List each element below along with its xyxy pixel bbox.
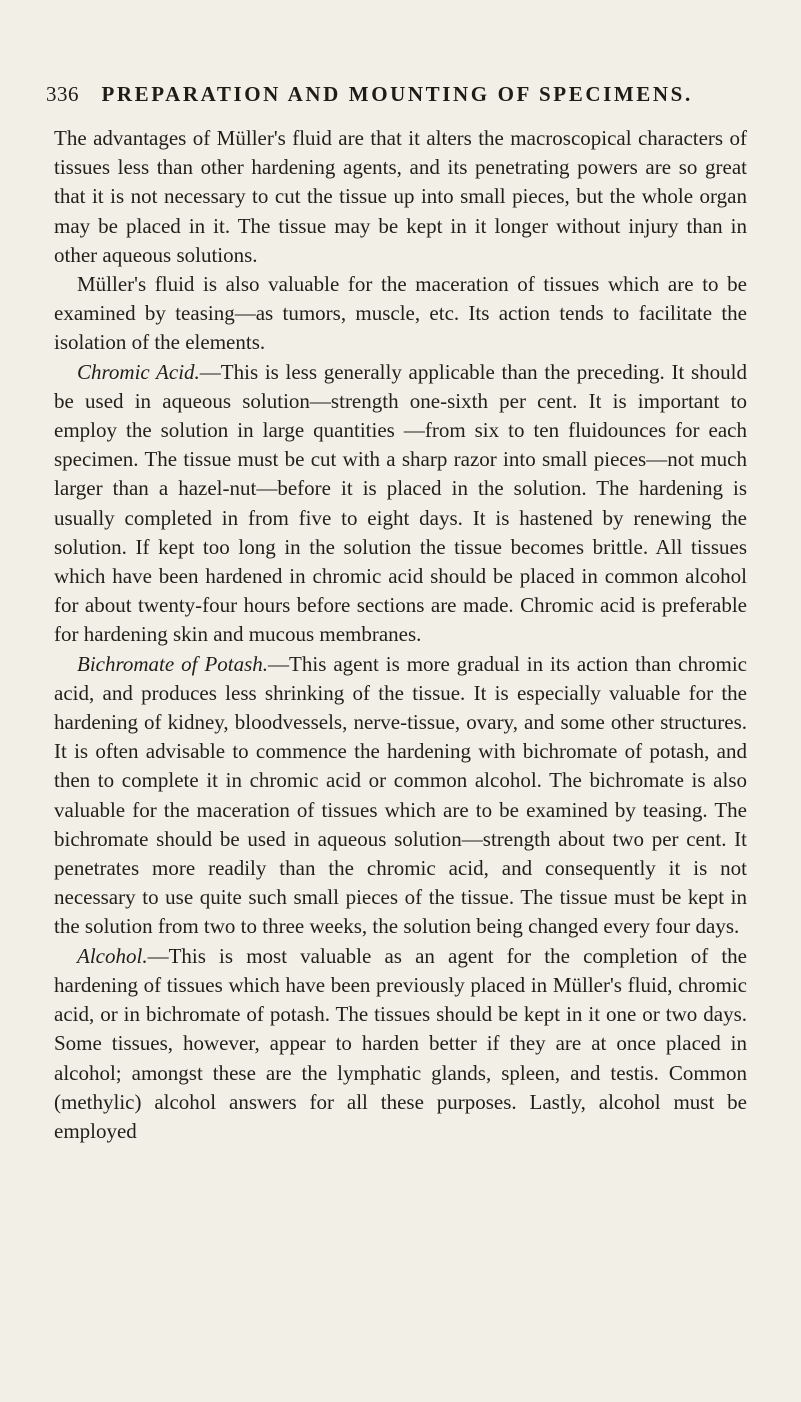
- running-title: PREPARATION AND MOUNTING OF SPECIMENS.: [101, 82, 693, 106]
- section-heading-alcohol: Alcohol.: [77, 943, 148, 968]
- section-heading-chromic-acid: Chromic Acid.: [77, 359, 200, 384]
- paragraph-text: The advantages of Müller's fluid are that it alters the macroscopical characters of tissues less than other hardening agents, and its penetrating powers are so great that it is not necessary to cut the tissue up into small pieces, but the whole organ may be placed in it. The tissue may be kept in it longer without injury than in other aqueous solutions.: [54, 126, 747, 267]
- paragraph-mullers-maceration: [54, 270, 747, 358]
- section-heading-bichromate: Bichromate of Potash.: [77, 651, 269, 676]
- paragraph-mullers-advantages: [54, 124, 747, 270]
- running-header: [46, 82, 746, 116]
- page-number: 336: [46, 82, 79, 106]
- paragraph-alcohol: [54, 942, 747, 1146]
- paragraph-bichromate: [54, 650, 747, 942]
- body-text: [54, 124, 747, 1146]
- paragraph-text: Müller's fluid is also valuable for the maceration of tissues which are to be examined by teasing—as tumors, muscle, etc. Its action tends to facilitate the isolation of the elements.: [54, 272, 747, 355]
- paragraph-text: —This is less generally applicable than the preceding. It should be used in aqueous solution—strength one-sixth per cent. It is important to employ the solution in large quantities —from six to ten fluidounces for each specimen. The tissue must be cut with a sharp razor into small pieces—not much larger than a hazel-nut—before it is placed in the solution. The hardening is usually completed in from five to eight days. It is hastened by renewing the solution. If kept too long in the solution the tissue becomes brittle. All tissues which have been hardened in chromic acid should be placed in common alcohol for about twenty-four hours before sections are made. Chromic acid is preferable for hardening skin and mucous membranes.: [54, 359, 748, 647]
- paragraph-text: —This agent is more gradual in its action than chromic acid, and produces less shrinking of the tissue. It is especially valuable for the hardening of kidney, bloodvessels, nerve-tissue, ovary, and some other structures. It is often advisable to commence the hardening with bichromate of potash, and then to complete it in chromic acid or common alcohol. The bichromate is also valuable for the maceration of tissues which are to be examined by teasing. The bichromate should be used in aqueous solution—strength about two per cent. It penetrates more readily than the chromic acid, and consequently it is not necessary to use quite such small pieces of the tissue. The tissue must be kept in the solution from two to three weeks, the solution being changed every four days.: [54, 651, 747, 939]
- paragraph-text: —This is most valuable as an agent for the completion of the hardening of tissues which have been previously placed in Müller's fluid, chromic acid, or in bichromate of potash. The tissues should be kept in it one or two days. Some tissues, however, appear to harden better if they are at once placed in alcohol; amongst these are the lymphatic glands, spleen, and testis. Common (methylic) alcohol answers for all these purposes. Lastly, alcohol must be employed: [54, 943, 747, 1143]
- paragraph-chromic-acid: [54, 358, 747, 650]
